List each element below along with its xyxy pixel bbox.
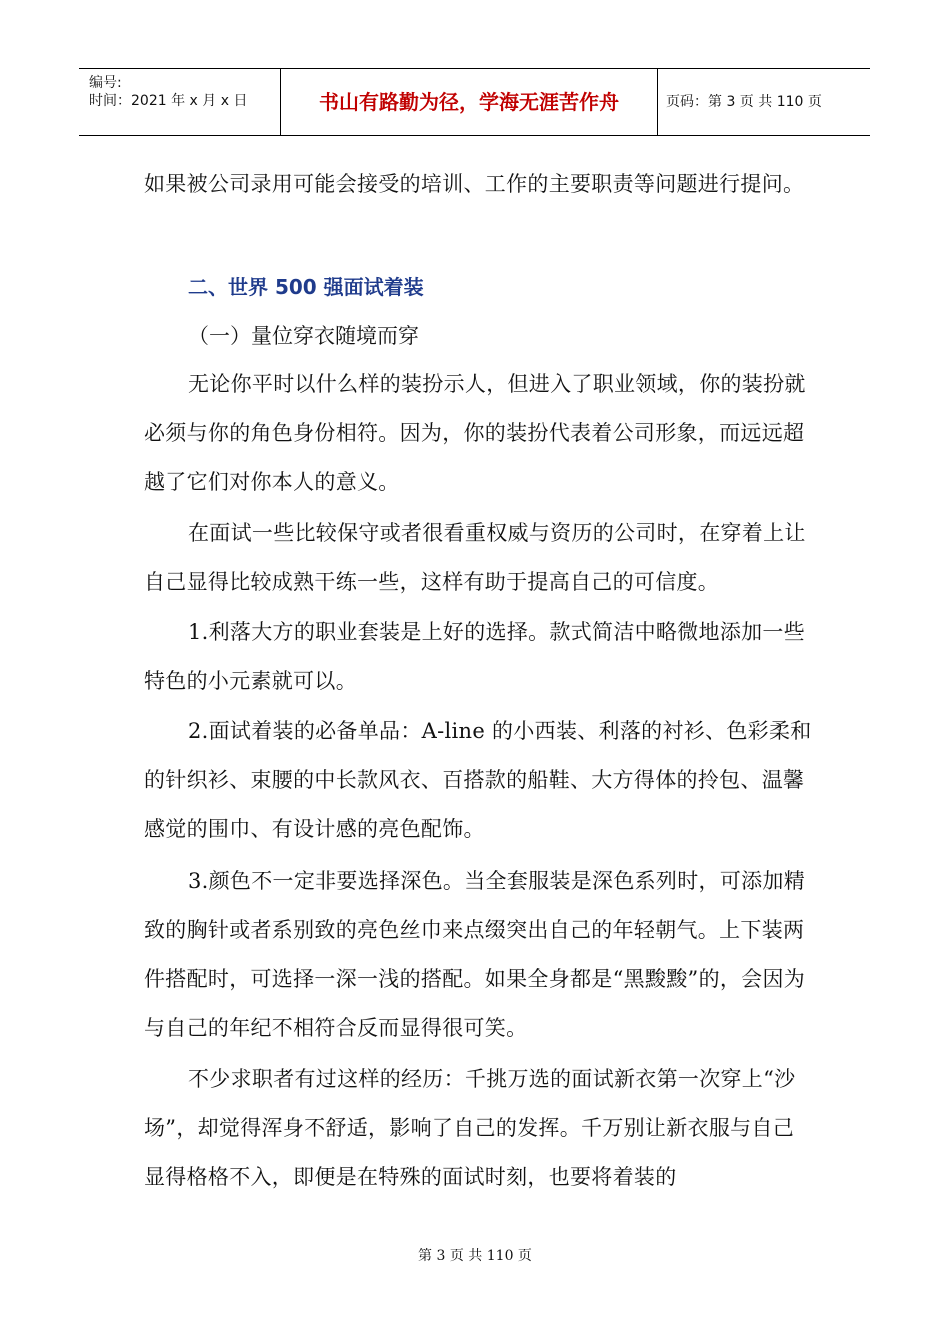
header-meta (79, 69, 281, 135)
paragraph-intro: 如果被公司录用可能会接受的培训、工作的主要职责等问题进行提问。 (144, 172, 805, 196)
paragraph-6: 不少求职者有过这样的经历：千挑万选的面试新衣第一次穿上“沙场”，却觉得浑身不舒适，影响了自己的发挥。千万别让新衣服与自己显得格格不入，即便是在特殊的面试时刻，也要将着装的 (144, 1067, 796, 1189)
subsection-title: （一）量位穿衣随境而穿 (188, 324, 419, 348)
paragraph-1: 无论你平时以什么样的装扮示人，但进入了职业领域，你的装扮就必须与你的角色身份相符。因为，你的装扮代表着公司形象，而远远超越了它们对你本人的意义。 (144, 372, 806, 494)
document-number-label: 编号: (89, 75, 122, 91)
header-page-info: 页码：第 3 页 共 110 页 (666, 94, 822, 110)
paragraph-5: 3.颜色不一定非要选择深色。当全套服装是深色系列时，可添加精致的胸针或者系别致的亮色丝巾来点缀突出自己的年轻朝气。上下装两件搭配时，可选择一深一浅的搭配。如果全身都是“黑黢黢”的，会因为与自己的年纪不相符合反而显得很可笑。 (144, 869, 806, 1040)
document-date: 时间：2021 年 x 月 x 日 (89, 93, 248, 109)
header-motto: 书山有路勤为径，学海无涯苦作舟 (281, 69, 658, 135)
paragraph-3: 1.利落大方的职业套装是上好的选择。款式简洁中略微地添加一些特色的小元素就可以。 (144, 620, 806, 693)
section-title: 二、世界 500 强面试着装 (188, 275, 424, 299)
page-footer: 第 3 页 共 110 页 (418, 1248, 532, 1264)
paragraph-2: 在面试一些比较保守或者很看重权威与资历的公司时，在穿着上让自己显得比较成熟干练一些，这样有助于提高自己的可信度。 (144, 521, 806, 594)
paragraph-4: 2.面试着装的必备单品：A-line 的小西装、利落的衬衫、色彩柔和的针织衫、束腰的中长款风衣、百搭款的船鞋、大方得体的拎包、温馨感觉的围巾、有设计感的亮色配饰。 (144, 719, 812, 841)
page-header (79, 68, 870, 136)
